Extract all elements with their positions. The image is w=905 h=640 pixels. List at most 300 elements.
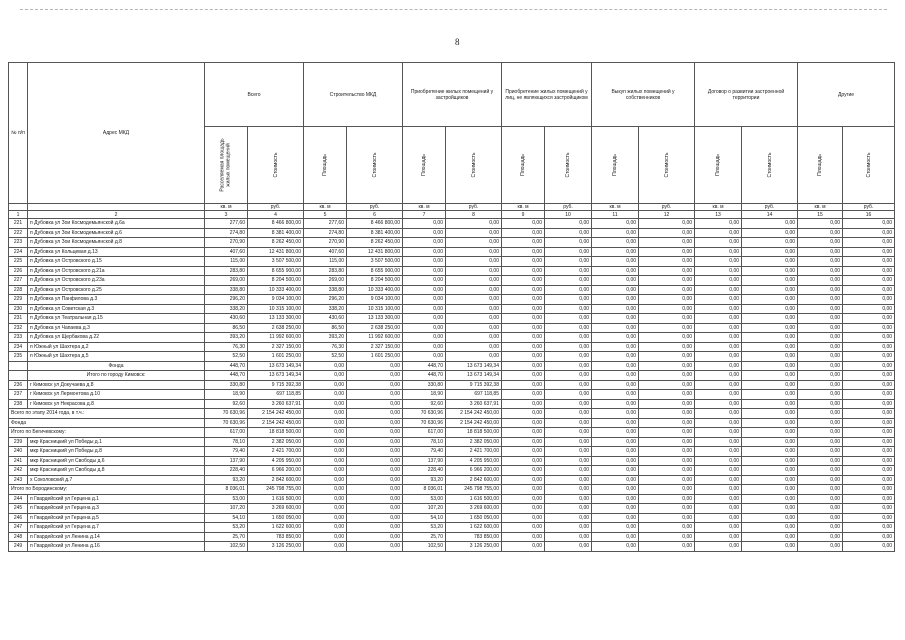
value-cell: 0,00 — [545, 314, 592, 324]
value-cell: 0,00 — [843, 304, 895, 314]
value-cell: 617,00 — [403, 428, 446, 438]
value-cell: 70 630,96 — [403, 409, 446, 419]
value-cell: 0,00 — [545, 247, 592, 257]
table-row — [9, 228, 895, 238]
value-cell: 0,00 — [695, 342, 742, 352]
value-cell: 0,00 — [545, 380, 592, 390]
value-cell: 0,00 — [592, 399, 639, 409]
value-cell: 0,00 — [502, 437, 545, 447]
value-cell: 0,00 — [347, 371, 403, 381]
value-cell: 0,00 — [347, 485, 403, 495]
value-cell: 0,00 — [695, 276, 742, 286]
value-cell: 0,00 — [798, 523, 843, 533]
value-cell: 0,00 — [502, 304, 545, 314]
total-label: Всего по этапу 2014 года, в т.ч.: — [9, 409, 205, 419]
value-cell: 0,00 — [639, 447, 695, 457]
value-cell: 11 992 600,00 — [248, 333, 304, 343]
value-cell: 0,00 — [798, 437, 843, 447]
page-number: 8 — [455, 37, 460, 47]
value-cell: 8 381 400,00 — [248, 228, 304, 238]
group-header-purchase-developers: Приобретение жилых помещений у застройщиков — [403, 63, 502, 127]
value-cell: 0,00 — [843, 390, 895, 400]
row-number-header: № п/п — [9, 63, 28, 204]
value-cell: 0,00 — [742, 314, 798, 324]
units-row — [9, 204, 895, 211]
column-number: 8 — [446, 211, 502, 219]
value-cell: 0,00 — [304, 475, 347, 485]
value-cell: 0,00 — [843, 266, 895, 276]
value-cell: 0,00 — [695, 504, 742, 514]
cost-header: Стоимость — [843, 127, 895, 204]
value-cell: 0,00 — [304, 399, 347, 409]
table-row — [9, 247, 895, 257]
value-cell: 0,00 — [695, 390, 742, 400]
row-number-cell: 235 — [9, 352, 28, 362]
value-cell: 86,50 — [205, 323, 248, 333]
value-cell: 0,00 — [304, 504, 347, 514]
table-body — [9, 219, 895, 552]
value-cell: 115,00 — [205, 257, 248, 267]
value-cell: 245 798 755,00 — [248, 485, 304, 495]
address-cell: п Гвардейский ул Герцена д.5 — [28, 513, 205, 523]
value-cell: 8 036,01 — [403, 485, 446, 495]
value-cell: 0,00 — [742, 513, 798, 523]
value-cell: 0,00 — [403, 352, 446, 362]
table-row — [9, 295, 895, 305]
value-cell: 2 421 700,00 — [248, 447, 304, 457]
value-cell: 0,00 — [639, 409, 695, 419]
value-cell: 0,00 — [545, 257, 592, 267]
row-number-cell: 240 — [9, 447, 28, 457]
value-cell: 430,60 — [304, 314, 347, 324]
value-cell: 0,00 — [545, 238, 592, 248]
table-row — [9, 276, 895, 286]
table-row — [9, 437, 895, 447]
value-cell: 277,60 — [205, 219, 248, 229]
value-cell: 0,00 — [347, 542, 403, 552]
row-number-cell: 226 — [9, 266, 28, 276]
address-cell: г Кимовск ул Докучаева д.8 — [28, 380, 205, 390]
value-cell: 0,00 — [592, 437, 639, 447]
value-cell: 0,00 — [502, 238, 545, 248]
table-row — [9, 266, 895, 276]
value-cell: 0,00 — [843, 485, 895, 495]
value-cell: 0,00 — [695, 513, 742, 523]
value-cell: 0,00 — [592, 532, 639, 542]
value-cell: 0,00 — [639, 285, 695, 295]
value-cell: 0,00 — [502, 228, 545, 238]
value-cell: 0,00 — [639, 523, 695, 533]
value-cell: 0,00 — [639, 371, 695, 381]
value-cell: 0,00 — [545, 323, 592, 333]
value-cell: 18,90 — [205, 390, 248, 400]
row-number-cell: 247 — [9, 523, 28, 533]
column-number-row — [9, 211, 895, 219]
value-cell: 1 622 600,00 — [446, 523, 502, 533]
value-cell: 0,00 — [742, 485, 798, 495]
value-cell: 783 850,00 — [248, 532, 304, 542]
row-number-cell: 222 — [9, 228, 28, 238]
value-cell: 0,00 — [843, 409, 895, 419]
value-cell: 228,40 — [205, 466, 248, 476]
value-cell: 0,00 — [592, 494, 639, 504]
address-cell: п Дубовка ул Островского д.23а — [28, 276, 205, 286]
value-cell: 0,00 — [592, 428, 639, 438]
subtotal-blank-cell — [9, 361, 28, 371]
value-cell: 0,00 — [304, 380, 347, 390]
value-cell: 1 601 250,00 — [248, 352, 304, 362]
value-cell: 0,00 — [446, 219, 502, 229]
value-cell: 0,00 — [347, 409, 403, 419]
value-cell: 54,10 — [403, 513, 446, 523]
value-cell: 0,00 — [639, 494, 695, 504]
value-cell: 0,00 — [798, 466, 843, 476]
value-cell: 6 966 200,00 — [248, 466, 304, 476]
value-cell: 0,00 — [304, 466, 347, 476]
value-cell: 0,00 — [592, 513, 639, 523]
group-header-total: Всего — [205, 63, 304, 127]
value-cell: 2 327 150,00 — [347, 342, 403, 352]
value-cell: 0,00 — [347, 437, 403, 447]
value-cell: 0,00 — [545, 494, 592, 504]
value-cell: 0,00 — [639, 542, 695, 552]
value-cell: 0,00 — [843, 504, 895, 514]
value-cell: 0,00 — [446, 333, 502, 343]
value-cell: 0,00 — [798, 542, 843, 552]
value-cell: 0,00 — [639, 276, 695, 286]
value-cell: 115,00 — [304, 257, 347, 267]
value-cell: 0,00 — [502, 399, 545, 409]
value-cell: 0,00 — [592, 295, 639, 305]
value-cell: 0,00 — [798, 447, 843, 457]
total-row — [9, 418, 895, 428]
area-header: Площадь — [502, 127, 545, 204]
value-cell: 0,00 — [592, 456, 639, 466]
table-row — [9, 513, 895, 523]
value-cell: 8 036,01 — [205, 485, 248, 495]
value-cell: 0,00 — [843, 361, 895, 371]
address-cell: п Дубовка ул Зои Космодемьянской д.6а — [28, 219, 205, 229]
value-cell: 0,00 — [545, 399, 592, 409]
value-cell: 0,00 — [446, 247, 502, 257]
value-cell: 274,80 — [304, 228, 347, 238]
value-cell: 79,40 — [205, 447, 248, 457]
row-number-cell: 233 — [9, 333, 28, 343]
total-label: Итого по Бегичевскому: — [9, 428, 205, 438]
value-cell: 0,00 — [446, 238, 502, 248]
value-cell: 0,00 — [742, 361, 798, 371]
table-row — [9, 342, 895, 352]
value-cell: 0,00 — [502, 466, 545, 476]
value-cell: 0,00 — [502, 504, 545, 514]
value-cell: 0,00 — [502, 418, 545, 428]
value-cell: 0,00 — [742, 504, 798, 514]
value-cell: 0,00 — [742, 247, 798, 257]
value-cell: 0,00 — [446, 257, 502, 267]
value-cell: 0,00 — [639, 380, 695, 390]
value-cell: 0,00 — [843, 228, 895, 238]
column-number: 5 — [304, 211, 347, 219]
row-number-cell: 236 — [9, 380, 28, 390]
value-cell: 8 204 500,00 — [248, 276, 304, 286]
unit-cell: кв. м — [592, 204, 639, 211]
value-cell: 0,00 — [639, 314, 695, 324]
value-cell: 0,00 — [798, 238, 843, 248]
value-cell: 0,00 — [798, 323, 843, 333]
value-cell: 0,00 — [446, 266, 502, 276]
value-cell: 0,00 — [347, 390, 403, 400]
column-number: 7 — [403, 211, 446, 219]
value-cell: 0,00 — [798, 380, 843, 390]
value-cell: 1 601 250,00 — [347, 352, 403, 362]
value-cell: 2 382 050,00 — [446, 437, 502, 447]
value-cell: 0,00 — [843, 257, 895, 267]
value-cell: 53,20 — [403, 523, 446, 533]
value-cell: 102,50 — [403, 542, 446, 552]
value-cell: 0,00 — [695, 314, 742, 324]
value-cell: 0,00 — [843, 532, 895, 542]
value-cell: 0,00 — [742, 238, 798, 248]
value-cell: 0,00 — [798, 513, 843, 523]
value-cell: 1 622 600,00 — [248, 523, 304, 533]
value-cell: 0,00 — [639, 399, 695, 409]
address-cell: г Кимовск ул Лермонтова д.10 — [28, 390, 205, 400]
value-cell: 0,00 — [695, 285, 742, 295]
value-cell: 86,50 — [304, 323, 347, 333]
value-cell: 617,00 — [205, 428, 248, 438]
value-cell: 0,00 — [843, 447, 895, 457]
value-cell: 0,00 — [545, 418, 592, 428]
row-number-cell: 232 — [9, 323, 28, 333]
value-cell: 0,00 — [798, 456, 843, 466]
value-cell: 0,00 — [347, 361, 403, 371]
value-cell: 0,00 — [695, 494, 742, 504]
value-cell: 0,00 — [742, 456, 798, 466]
table-row — [9, 352, 895, 362]
value-cell: 53,20 — [205, 523, 248, 533]
value-cell: 0,00 — [347, 380, 403, 390]
unit-cell: кв. м — [695, 204, 742, 211]
value-cell: 0,00 — [545, 276, 592, 286]
value-cell: 0,00 — [592, 409, 639, 419]
value-cell: 79,40 — [403, 447, 446, 457]
value-cell: 0,00 — [639, 304, 695, 314]
value-cell: 0,00 — [798, 485, 843, 495]
address-cell: п Дубовка ул Зои Космодемьянской д.8 — [28, 238, 205, 248]
value-cell: 0,00 — [446, 314, 502, 324]
total-label: Фонда — [9, 418, 205, 428]
value-cell: 0,00 — [742, 409, 798, 419]
value-cell: 25,70 — [403, 532, 446, 542]
value-cell: 0,00 — [502, 447, 545, 457]
address-cell: х Соколовский д.7 — [28, 475, 205, 485]
value-cell: 0,00 — [502, 371, 545, 381]
resettlement-register-table — [8, 62, 895, 552]
value-cell: 0,00 — [446, 323, 502, 333]
row-number-cell: 225 — [9, 257, 28, 267]
value-cell: 0,00 — [592, 475, 639, 485]
table-row — [9, 304, 895, 314]
value-cell: 0,00 — [742, 257, 798, 267]
address-cell: п Дубовка ул Щербакова д.22 — [28, 333, 205, 343]
total-label: Итого по Бородинскому: — [9, 485, 205, 495]
column-number: 12 — [639, 211, 695, 219]
value-cell: 0,00 — [843, 456, 895, 466]
value-cell: 0,00 — [843, 475, 895, 485]
value-cell: 0,00 — [695, 532, 742, 542]
value-cell: 393,20 — [205, 333, 248, 343]
value-cell: 0,00 — [843, 295, 895, 305]
cost-header: Стоимость — [545, 127, 592, 204]
value-cell: 0,00 — [545, 523, 592, 533]
value-cell: 2 638 250,00 — [347, 323, 403, 333]
value-cell: 0,00 — [502, 361, 545, 371]
value-cell: 3 269 600,00 — [248, 504, 304, 514]
value-cell: 0,00 — [592, 285, 639, 295]
value-cell: 0,00 — [545, 304, 592, 314]
value-cell: 0,00 — [639, 466, 695, 476]
value-cell: 3 126 250,00 — [446, 542, 502, 552]
value-cell: 0,00 — [403, 247, 446, 257]
cost-header: Стоимость — [347, 127, 403, 204]
column-number: 10 — [545, 211, 592, 219]
address-cell: п Дубовка ул Советская д.3 — [28, 304, 205, 314]
value-cell: 0,00 — [742, 437, 798, 447]
value-cell: 0,00 — [403, 304, 446, 314]
value-cell: 697 118,85 — [248, 390, 304, 400]
value-cell: 137,90 — [205, 456, 248, 466]
value-cell: 0,00 — [502, 513, 545, 523]
value-cell: 0,00 — [403, 257, 446, 267]
value-cell: 0,00 — [639, 219, 695, 229]
value-cell: 0,00 — [742, 352, 798, 362]
address-cell: п Гвардейский ул Герцена д.1 — [28, 494, 205, 504]
address-cell: п Гвардейский ул Герцена д.3 — [28, 504, 205, 514]
value-cell: 0,00 — [639, 456, 695, 466]
row-number-cell: 230 — [9, 304, 28, 314]
value-cell: 0,00 — [502, 285, 545, 295]
value-cell: 54,10 — [205, 513, 248, 523]
value-cell: 0,00 — [502, 257, 545, 267]
value-cell: 8 381 400,00 — [347, 228, 403, 238]
value-cell: 0,00 — [695, 542, 742, 552]
value-cell: 18,90 — [403, 390, 446, 400]
value-cell: 0,00 — [347, 475, 403, 485]
table-row — [9, 475, 895, 485]
value-cell: 0,00 — [347, 504, 403, 514]
value-cell: 0,00 — [592, 361, 639, 371]
value-cell: 0,00 — [695, 456, 742, 466]
subtotal-label: Фонда — [28, 361, 205, 371]
column-number: 15 — [798, 211, 843, 219]
value-cell: 0,00 — [502, 247, 545, 257]
value-cell: 0,00 — [502, 523, 545, 533]
value-cell: 0,00 — [695, 247, 742, 257]
value-cell: 0,00 — [592, 447, 639, 457]
value-cell: 2 421 700,00 — [446, 447, 502, 457]
value-cell: 0,00 — [798, 361, 843, 371]
row-number-cell: 221 — [9, 219, 28, 229]
value-cell: 0,00 — [502, 390, 545, 400]
value-cell: 0,00 — [304, 456, 347, 466]
value-cell: 13 133 300,00 — [248, 314, 304, 324]
value-cell: 0,00 — [798, 342, 843, 352]
value-cell: 0,00 — [403, 323, 446, 333]
group-header-purchase-non-developers: Приобретение жилых помещений у лиц, не являющихся застройщиком — [502, 63, 592, 127]
value-cell: 0,00 — [502, 266, 545, 276]
value-cell: 0,00 — [695, 475, 742, 485]
value-cell: 0,00 — [843, 238, 895, 248]
value-cell: 0,00 — [843, 437, 895, 447]
value-cell: 70 630,96 — [403, 418, 446, 428]
value-cell: 8 262 450,00 — [248, 238, 304, 248]
value-cell: 0,00 — [742, 542, 798, 552]
value-cell: 228,40 — [403, 466, 446, 476]
value-cell: 0,00 — [304, 418, 347, 428]
value-cell: 0,00 — [639, 485, 695, 495]
value-cell: 0,00 — [347, 466, 403, 476]
value-cell: 0,00 — [592, 390, 639, 400]
value-cell: 0,00 — [695, 333, 742, 343]
value-cell: 0,00 — [592, 219, 639, 229]
value-cell: 0,00 — [695, 409, 742, 419]
address-header: Адрес МКД — [28, 63, 205, 204]
column-number: 4 — [248, 211, 304, 219]
value-cell: 9 034 100,00 — [248, 295, 304, 305]
value-cell: 0,00 — [639, 257, 695, 267]
value-cell: 0,00 — [592, 266, 639, 276]
value-cell: 0,00 — [502, 456, 545, 466]
value-cell: 0,00 — [798, 295, 843, 305]
settled-area-header: Расселяемая площадь жилых помещений — [205, 127, 248, 204]
table-row — [9, 238, 895, 248]
value-cell: 53,00 — [205, 494, 248, 504]
row-number-cell: 231 — [9, 314, 28, 324]
value-cell: 0,00 — [843, 418, 895, 428]
value-cell: 53,00 — [403, 494, 446, 504]
value-cell: 0,00 — [742, 276, 798, 286]
subtotal-blank-cell — [9, 371, 28, 381]
value-cell: 8 262 450,00 — [347, 238, 403, 248]
value-cell: 448,70 — [205, 371, 248, 381]
value-cell: 0,00 — [742, 304, 798, 314]
unit-cell: кв. м — [502, 204, 545, 211]
value-cell: 137,90 — [403, 456, 446, 466]
value-cell: 3 260 637,91 — [248, 399, 304, 409]
value-cell: 0,00 — [798, 314, 843, 324]
table-row — [9, 323, 895, 333]
value-cell: 0,00 — [545, 361, 592, 371]
row-number-cell: 241 — [9, 456, 28, 466]
value-cell: 448,70 — [403, 361, 446, 371]
row-number-cell: 242 — [9, 466, 28, 476]
value-cell: 2 154 242 450,00 — [248, 418, 304, 428]
value-cell: 0,00 — [843, 285, 895, 295]
value-cell: 0,00 — [742, 447, 798, 457]
value-cell: 0,00 — [798, 333, 843, 343]
value-cell: 0,00 — [592, 380, 639, 390]
value-cell: 0,00 — [545, 371, 592, 381]
value-cell: 783 850,00 — [446, 532, 502, 542]
value-cell: 269,00 — [205, 276, 248, 286]
value-cell: 0,00 — [502, 295, 545, 305]
value-cell: 0,00 — [798, 371, 843, 381]
value-cell: 0,00 — [843, 466, 895, 476]
value-cell: 0,00 — [798, 504, 843, 514]
value-cell: 0,00 — [742, 494, 798, 504]
area-header: Площадь — [592, 127, 639, 204]
value-cell: 0,00 — [798, 475, 843, 485]
